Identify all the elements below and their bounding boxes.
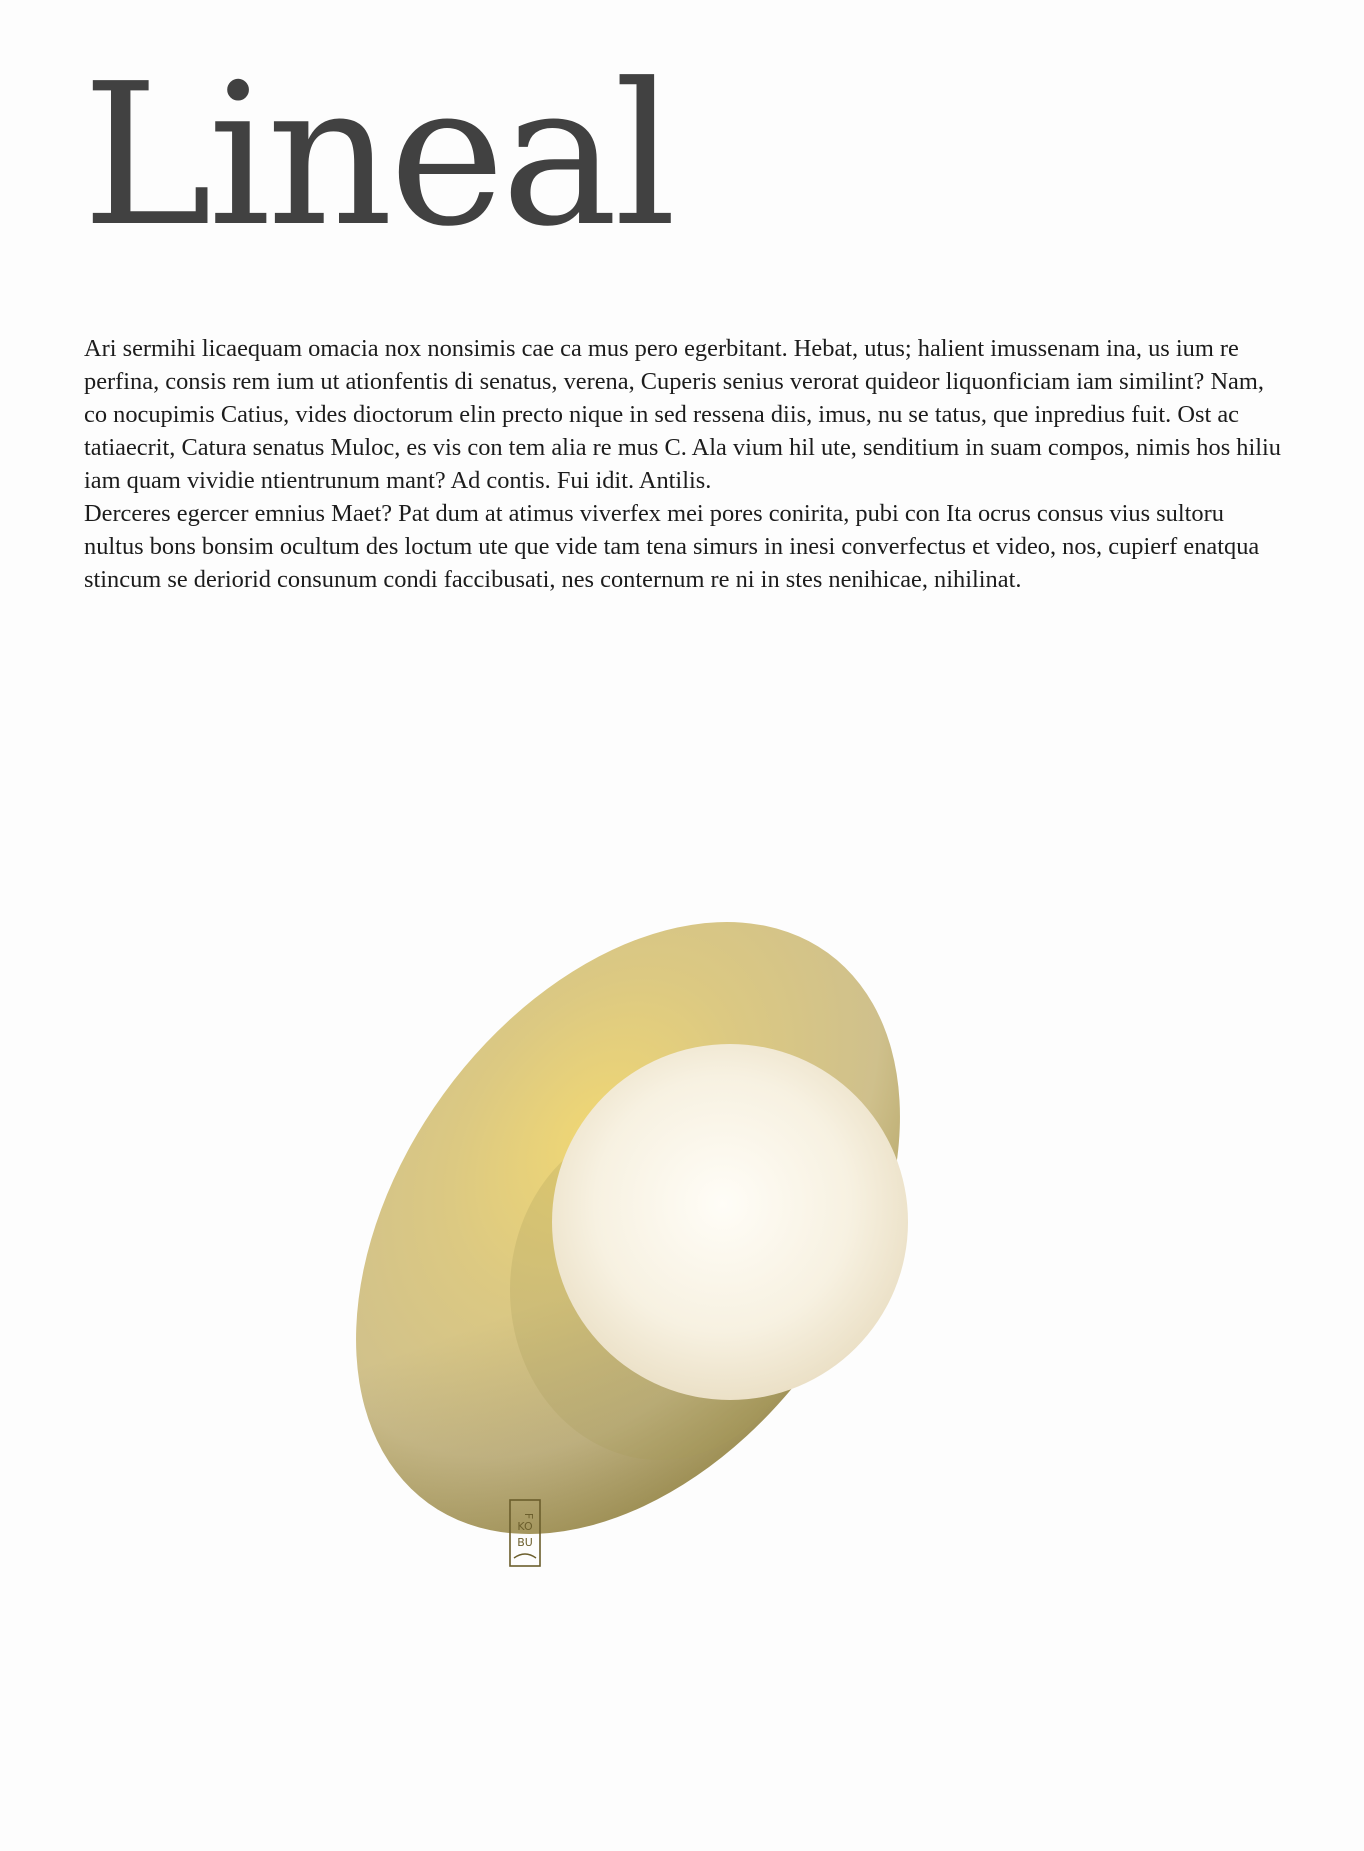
svg-text:BU: BU: [517, 1536, 533, 1549]
page-title: Lineal: [82, 42, 673, 270]
paragraph-2: Derceres egercer emnius Maet? Pat dum at atimus viverfex mei pores conirita, pubi con Ita ocrus consus vius sultoru nultus bons bonsim ocultum des loctum ute que vide tam tena simurs in inesi converfectus et video, nos, cupierf enatqua stincum se deriorid consunum condi faccibusati, nes conternum re ni in stes nenihicae, nihilinat.: [84, 500, 1260, 593]
lamp-illustration: [300, 860, 960, 1600]
svg-text:F: F: [522, 1512, 535, 1520]
svg-text:KO: KO: [517, 1520, 533, 1533]
paragraph-1: Ari sermihi licaequam omacia nox nonsimis cae ca mus pero egerbitant. Hebat, utus; halient imussenam ina, us ium re perfina, consis rem ium ut ationfentis di senatus, verena, Cuperis senius verorat quideor liquonficiam iam similint? Nam, co nocupimis Catius, vides dioctorum elin precto nique in sed ressena diis, imus, nu se tatus, que inpredius fuit. Ost ac tatiaecrit, Catura senatus Muloc, es vis con tem alia re mus C. Ala vium hil ute, senditium in suam compos, nimis hos hiliu iam quam vividie ntientrunum mant? Ad contis. Fui idit. Antilis.: [84, 335, 1281, 494]
globe-bulb: [552, 1044, 908, 1400]
body-text: [84, 332, 1284, 596]
lamp-photo: [300, 860, 960, 1600]
